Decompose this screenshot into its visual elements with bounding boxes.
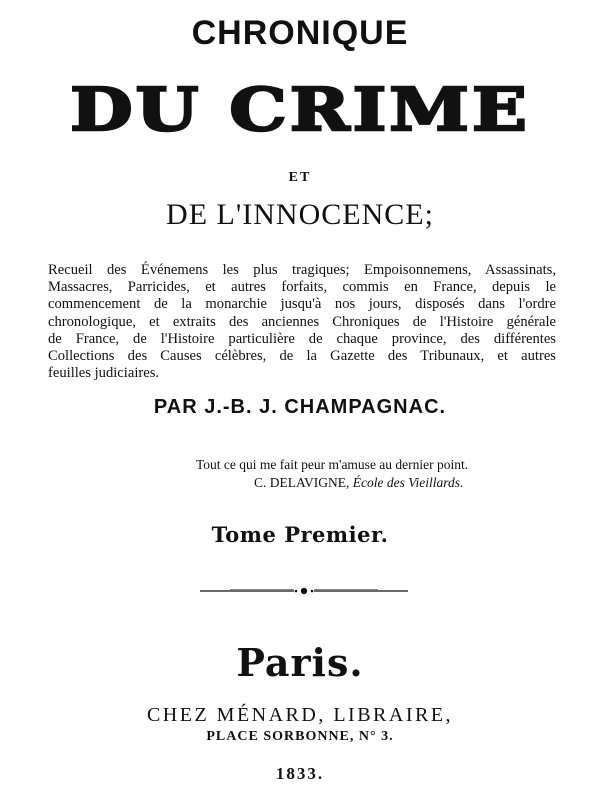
- title-line-et: ET: [288, 170, 312, 185]
- volume-label: Tome Premier.: [211, 522, 389, 547]
- title-line-innocence: DE L'INNOCENCE;: [166, 198, 434, 231]
- imprint-year: 1833.: [275, 764, 325, 783]
- description-line: commencement de la monarchie jusqu'à nos jours, disposés dans l'ordre: [48, 296, 556, 313]
- title-line-chronique: CHRONIQUE: [191, 14, 409, 52]
- imprint-place: Paris.: [236, 640, 364, 685]
- title-line-du-crime: DU CRIME: [70, 74, 530, 144]
- ornamental-rule: [200, 586, 408, 596]
- description-paragraph: [48, 262, 556, 382]
- description-line: chronologique, et extraits des anciennes Chroniques de l'Histoire générale: [48, 313, 556, 330]
- epigraph-quote: Tout ce qui me fait peur m'amuse au dernier point.: [196, 457, 469, 472]
- epigraph-source: [196, 474, 536, 492]
- imprint-address: PLACE SORBONNE, N° 3.: [206, 729, 394, 744]
- description-line: de France, de l'Histoire particulière de chaque province, des différentes: [48, 330, 556, 347]
- epigraph-work: École des Vieillards.: [352, 475, 464, 490]
- epigraph: [196, 456, 536, 492]
- description-line: feuilles judiciaires.: [48, 365, 160, 382]
- description-line: Recueil des Événemens les plus tragiques; Empoisonnemens, Assassinats,: [48, 262, 556, 278]
- description-line: Massacres, Parricides, et autres forfaits, commis en France, depuis le: [48, 279, 556, 296]
- author-line: PAR J.-B. J. CHAMPAGNAC.: [153, 396, 447, 418]
- epigraph-author: C. DELAVIGNE,: [254, 475, 350, 490]
- description-line: Collections des Causes célèbres, de la Gazette des Tribunaux, et autres: [48, 348, 556, 365]
- imprint-publisher: CHEZ MÉNARD, LIBRAIRE,: [146, 704, 454, 726]
